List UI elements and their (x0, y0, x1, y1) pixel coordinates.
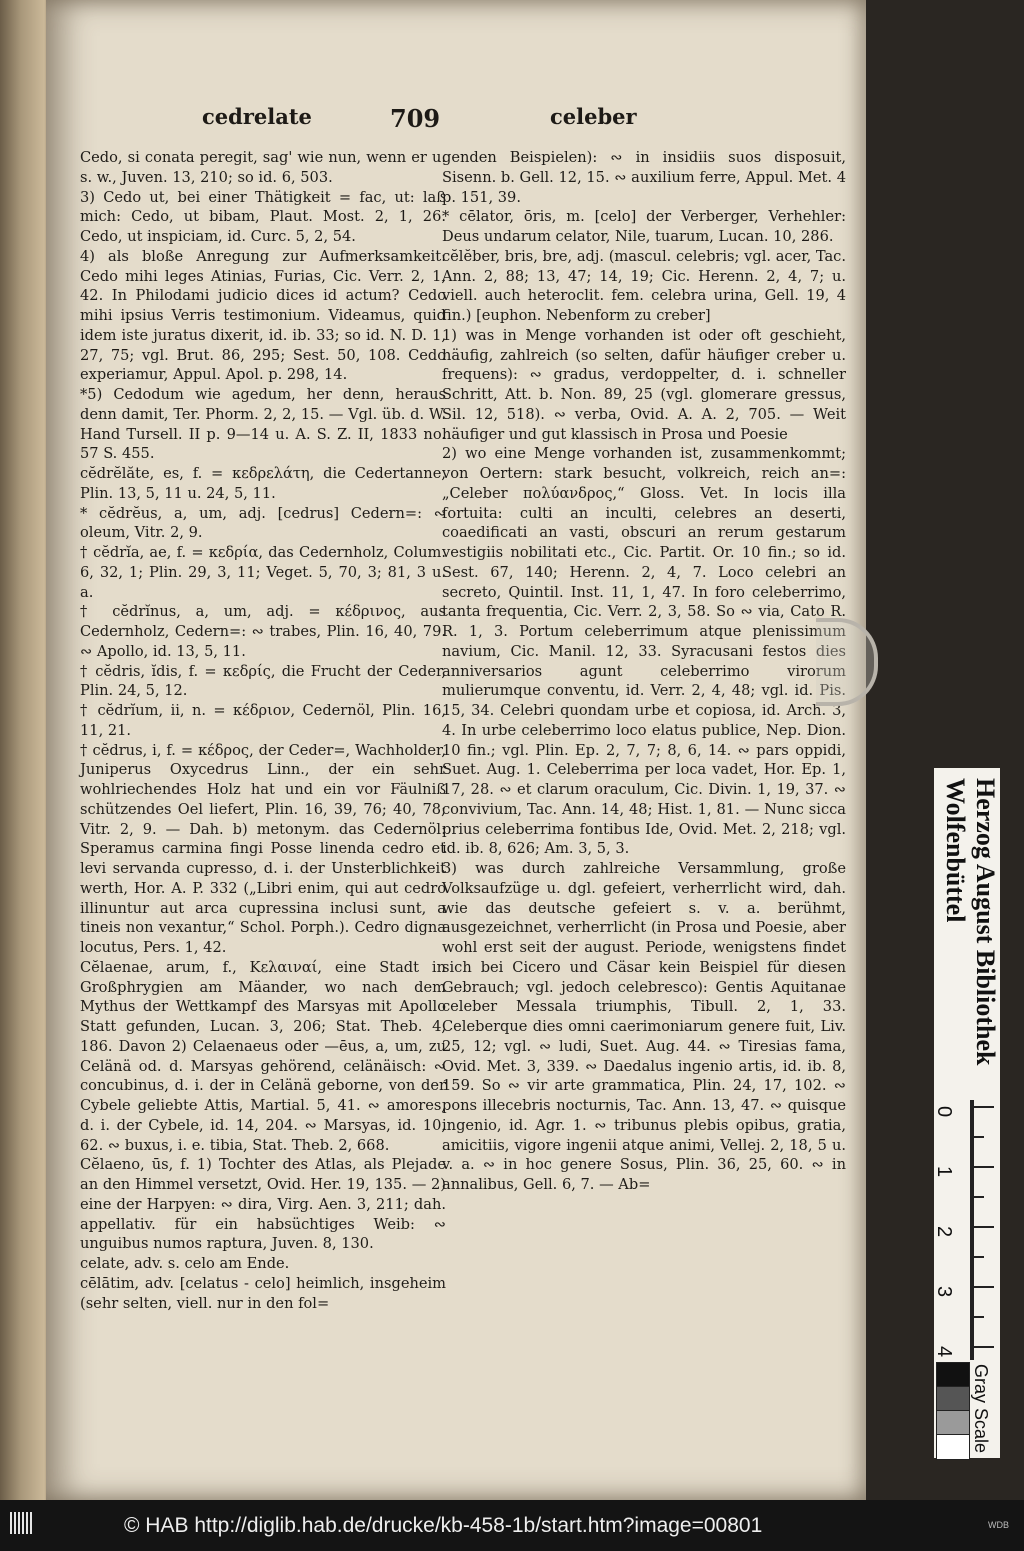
gray-swatch (936, 1410, 970, 1436)
entry-celator: * cēlator, ōris, m. [celo] der Verberger, Verhehler: Deus undarum celator, Nile, tuarum, Lucan. 10, 286. (442, 208, 846, 245)
ruler-bar (970, 1100, 974, 1360)
text-column-left (80, 148, 446, 1313)
entry-cedreus: * cĕdrĕus, a, um, adj. [cedrus] Cedern=: ∾ oleum, Vitr. 2, 9. (80, 504, 446, 542)
header-last-word: celeber (550, 104, 637, 129)
ruler-tick (972, 1106, 994, 1108)
entry-cedrium: † cĕdrĭum, ii, n. = κέδριον, Cedernöl, Plin. 16, 11, 21. (80, 702, 446, 739)
barcode-icon (10, 1512, 40, 1536)
copyright-url[interactable]: © HAB http://diglib.hab.de/drucke/kb-458-1b/start.htm?image=00801 (124, 1514, 763, 1537)
gray-swatch (936, 1434, 970, 1460)
entry-paragraph: 3) Cedo ut, bei einer Thätigkeit = fac, ut: laß mich: Cedo, ut bibam, Plaut. Most. 2, 1, 26. Cedo, ut inspiciam, id. Curc. 5, 2, 54. (80, 188, 446, 245)
page-clip (816, 618, 878, 706)
entry-cedria: † cĕdrĭa, ae, f. = κεδρία, das Cedernholz, Colum. 6, 32, 1; Plin. 29, 3, 11; Veget. 5, 70, 3; 81, 3 u. a. (80, 544, 446, 601)
entry-paragraph: *5) Cedodum wie agedum, her denn, heraus denn damit, Ter. Phorm. 2, 2, 15. — Vgl. üb. d. W. Hand Tursell. II p. 9—14 u. A. S. Z. II, 1833 no. 57 S. 455. (80, 386, 446, 463)
footer-bar (0, 1500, 1024, 1551)
entry-cedris: † cĕdris, ĭdis, f. = κεδρίς, die Frucht der Ceder, Plin. 24, 5, 12. (80, 662, 446, 700)
entry-cedrelate: cĕdrĕlăte, es, f. = κεδρελάτη, die Cedertanne, Plin. 13, 5, 11 u. 24, 5, 11. (80, 465, 446, 502)
entry-celeber: cĕlĕber, bris, bre, adj. (mascul. celebris; vgl. acer, Tac. Ann. 2, 88; 13, 47; 14, 19; Cic. Herenn. 2, 4, 7; u. viell. auch heteroclit. fem. celebra urina, Gell. 19, 4 fin.) [euphon. Nebenform zu creber] (442, 247, 846, 324)
text-column-right (442, 148, 846, 1195)
stamp-line-1: Herzog August Bibliothek (971, 778, 1000, 1066)
entry-paragraph: genden Beispielen): ∾ in insidiis suos disposuit, Sisenn. b. Gell. 12, 15. ∾ auxilium ferre, Appul. Met. 4 p. 151, 39. (442, 149, 846, 206)
ruler-tick (972, 1346, 994, 1348)
page-number: 709 (390, 104, 441, 133)
measurement-ruler (933, 1100, 1000, 1360)
ruler-label: 1 (933, 1165, 956, 1178)
ruler-label: 0 (933, 1105, 956, 1118)
entry-paragraph: 1) was in Menge vorhanden ist oder oft geschieht, häufig, zahlreich (so selten, dafür häufiger creber u. frequens): ∾ gradus, verdoppelter, d. i. schneller Schritt, Att. b. Non. 89, 25 (vgl. glomerare gressus, Sil. 12, 518). ∾ verba, Ovid. A. A. 2, 705. — Weit häufiger und gut klassisch in Prosa und Poesie (442, 326, 846, 443)
gray-swatch (936, 1362, 970, 1388)
entry-paragraph: 3) was durch zahlreiche Versammlung, große Volksaufzüge u. dgl. gefeiert, verherrlicht wird, dah. wie das deutsche gefeiert s. v. a. berühmt, ausgezeichnet, verherrlicht (in Prosa und Poesie, aber wohl erst seit der august. Periode, wenigstens findet sich bei Cicero und Cäsar kein Beispiel für diesen Gebrauch; vgl. jedoch celebresco): Gentis Aquitanae celeber Messala triumphis, Tibull. 2, 1, 33. Celeberque dies omni caerimoniarum genere fuit, Liv. 25, 12; vgl. ∾ ludi, Suet. Aug. 44. ∾ Tiresias fama, Ovid. Met. 3, 339. ∾ Daedalus ingenio artis, id. ib. 8, 159. So ∾ vir arte grammatica, Plin. 24, 17, 102. ∾ pons illecebris nocturnis, Tac. Ann. 13, 47. ∾ quisque ingenio, id. Agr. 1. ∾ tribunus plebis opibus, gratia, amicitiis, vigore ingenii atque animi, Vellej. 2, 18, 5 u. v. a. ∾ in hoc genere Sosus, Plin. 36, 25, 60. ∾ in annalibus, Gell. 6, 7. — Ab= (442, 860, 846, 1193)
entry-cedrus: † cĕdrus, i, f. = κέδρος, der Ceder=, Wachholder, Juniperus Oxycedrus Linn., der ein sehr wohlriechendes Holz hat und ein vor Fäulniß schützendes Oel liefert, Plin. 16, 39, 76; 40, 78; Vitr. 2, 9. — Dah. b) metonym. das Cedernöl: Speramus carmina fingi Posse linenda cedro et levi servanda cupresso, d. i. der Unsterblichkeit werth, Hor. A. P. 332 („Libri enim, qui aut cedro illinuntur aut arca cupressina inclusi sunt, a tineis non vexantur,“ Schol. Porph.). Cedro digna locutus, Pers. 1, 42. (80, 741, 446, 956)
ruler-tick (972, 1286, 994, 1288)
ruler-tick (972, 1226, 994, 1228)
gray-swatch (936, 1386, 970, 1412)
running-header (46, 104, 866, 138)
footer-tag: WDB (988, 1520, 1009, 1530)
ruler-tick (972, 1196, 984, 1198)
stamp-line-2: Wolfenbüttel (941, 778, 970, 923)
ruler-tick (972, 1136, 984, 1138)
entry-celate: celate, adv. s. celo am Ende. (80, 1255, 290, 1272)
gray-scale-label: Gray Scale (971, 1364, 991, 1454)
entry-paragraph: 2) wo eine Menge vorhanden ist, zusammenkommt; von Oertern: stark besucht, volkreich, reich an=: „Celeber πολύανδρος,“ Gloss. Vet. In locis illa fortuita: culti an inculti, celebres an deserti, coaedificati an vasti, obscuri an rerum gestarum vestigiis nobilitati etc., Cic. Partit. Or. 10 fin.; so id. Sest. 67, 140; Herenn. 2, 4, 7. Loco celebri an secreto, Quintil. Inst. 11, 1, 47. In foro celeberrimo, tanta frequentia, Cic. Verr. 2, 3, 58. So ∾ via, Cato R. R. 1, 3. Portum celeberrimum atque plenissimum navium, Cic. Manil. 12, 33. Syracusani festos dies anniversarios agunt celeberrimo virorum mulierumque conventu, id. Verr. 2, 4, 48; vgl. id. Pis. 15, 34. Celebri quondam urbe et copiosa, id. Arch. 3, 4. In urbe celeberrimo loco elatus publice, Nep. Dion. 10 fin.; vgl. Plin. Ep. 2, 7, 7; 8, 6, 14. ∾ pars oppidi, Suet. Aug. 1. Celeberrima per loca vadet, Hor. Ep. 1, 17, 28. ∾ et clarum oraculum, Cic. Divin. 1, 19, 37. ∾ convivium, Tac. Ann. 14, 48; Hist. 1, 81. — Nunc sicca prius celeberrima fontibus Ide, Ovid. Met. 2, 218; vgl. id. ib. 8, 626; Am. 3, 5, 3. (442, 445, 846, 858)
ruler-tick (972, 1166, 994, 1168)
previous-page-edge (0, 0, 52, 1500)
ruler-label: 2 (933, 1225, 956, 1238)
gray-scale-target (936, 1362, 1000, 1458)
ruler-tick (972, 1316, 984, 1318)
entry-paragraph: 4) als bloße Anregung zur Aufmerksamkeit: Cedo mihi leges Atinias, Furias, Cic. Verr. 2, 1, 42. In Philodami judicio dices id actum? Cedo mihi ipsius Verris testimonium. Videamus, quid idem iste juratus dixerit, id. ib. 33; so id. N. D. 1, 27, 75; vgl. Brut. 86, 295; Sest. 50, 108. Cedo experiamur, Appul. Apol. p. 298, 14. (80, 247, 446, 384)
entry-celaeno: Cĕlaeno, ūs, f. 1) Tochter des Atlas, als Plejade an den Himmel versetzt, Ovid. Her. 19, 135. — 2) eine der Harpyen: ∾ dira, Virg. Aen. 3, 211; dah. appellativ. für ein habsüchtiges Weib: ∾ unguibus numos raptura, Juven. 8, 130. (80, 1156, 446, 1253)
entry-cedrinus: † cĕdrĭnus, a, um, adj. = κέδρινος, aus Cedernholz, Cedern=: ∾ trabes, Plin. 16, 40, 79. ∾ Apollo, id. 13, 5, 11. (80, 603, 446, 660)
ruler-tick (972, 1256, 984, 1258)
book-page (46, 0, 866, 1500)
entry-celatim: cēlātim, adv. [celatus - celo] heimlich, insgeheim (sehr selten, viell. nur in den fol= (80, 1274, 446, 1312)
previous-page-text-fragment (0, 0, 52, 54)
header-first-word: cedrelate (202, 104, 312, 129)
entry-paragraph: Cedo, si conata peregit, sag' wie nun, wenn er u. s. w., Juven. 13, 210; so id. 6, 503. (80, 149, 446, 186)
library-stamp (934, 768, 1000, 1108)
ruler-label: 3 (933, 1285, 956, 1298)
ruler-label: 4 (933, 1345, 956, 1358)
entry-celaenae: Cĕlaenae, arum, f., Κελαιναί, eine Stadt in Großphrygien am Mäander, wo nach dem Mythus der Wettkampf des Marsyas mit Apollo Statt gefunden, Lucan. 3, 206; Stat. Theb. 4, 186. Davon 2) Celaenaeus oder —ēus, a, um, zu Celänä od. d. Marsyas gehörend, celänäisch: ∾ concubinus, d. i. der in Celänä geborne, von der Cybele geliebte Attis, Martial. 5, 41. ∾ amores, d. i. der Cybele, id. 14, 204. ∾ Marsyas, id. 10, 62. ∾ buxus, i. e. tibia, Stat. Theb. 2, 668. (80, 958, 446, 1154)
